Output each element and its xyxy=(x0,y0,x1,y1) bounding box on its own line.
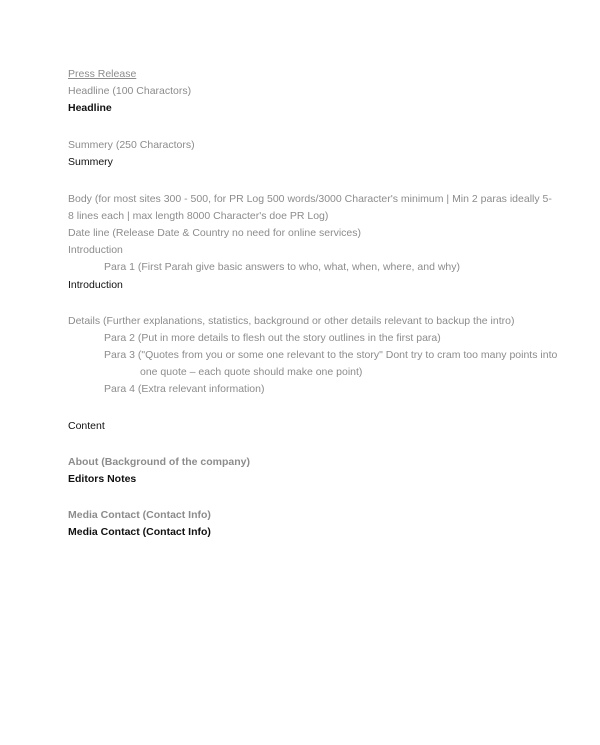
about-hint: About (Background of the company) xyxy=(68,456,250,468)
headline-hint: Headline (100 Charactors) xyxy=(68,85,192,97)
media-contact-hint: Media Contact (Contact Info) xyxy=(68,509,211,521)
content: Content xyxy=(68,420,105,432)
para4-hint: Para 4 (Extra relevant information) xyxy=(104,383,265,395)
dateline-hint: Date line (Release Date & Country no need for online services) xyxy=(68,227,361,239)
summary-hint: Summery (250 Charactors) xyxy=(68,139,195,151)
body-hint-line1: Body (for most sites 300 - 500, for PR Log 500 words/3000 Character's minimum | Min 2 paras ideally 5- xyxy=(68,193,552,205)
summary: Summery xyxy=(68,156,113,168)
details-hint: Details (Further explanations, statistics, background or other details relevant to backup the intro) xyxy=(68,315,515,327)
headline: Headline xyxy=(68,102,112,114)
introduction: Introduction xyxy=(68,279,123,291)
doc-title: Press Release xyxy=(68,68,137,80)
media-contact: Media Contact (Contact Info) xyxy=(68,526,211,538)
intro-hint: Introduction xyxy=(68,244,123,256)
para3-hint-line1: Para 3 ("Quotes from you or some one relevant to the story" Dont try to cram too many points into xyxy=(104,349,558,361)
para2-hint: Para 2 (Put in more details to flesh out the story outlines in the first para) xyxy=(104,332,441,344)
body-hint-line2: 8 lines each | max length 8000 Character's doe PR Log) xyxy=(68,210,329,222)
para1-hint: Para 1 (First Parah give basic answers to who, what, when, where, and why) xyxy=(104,261,460,273)
para3-hint-line2: one quote – each quote should make one point) xyxy=(140,366,363,378)
editors-notes: Editors Notes xyxy=(68,473,137,485)
